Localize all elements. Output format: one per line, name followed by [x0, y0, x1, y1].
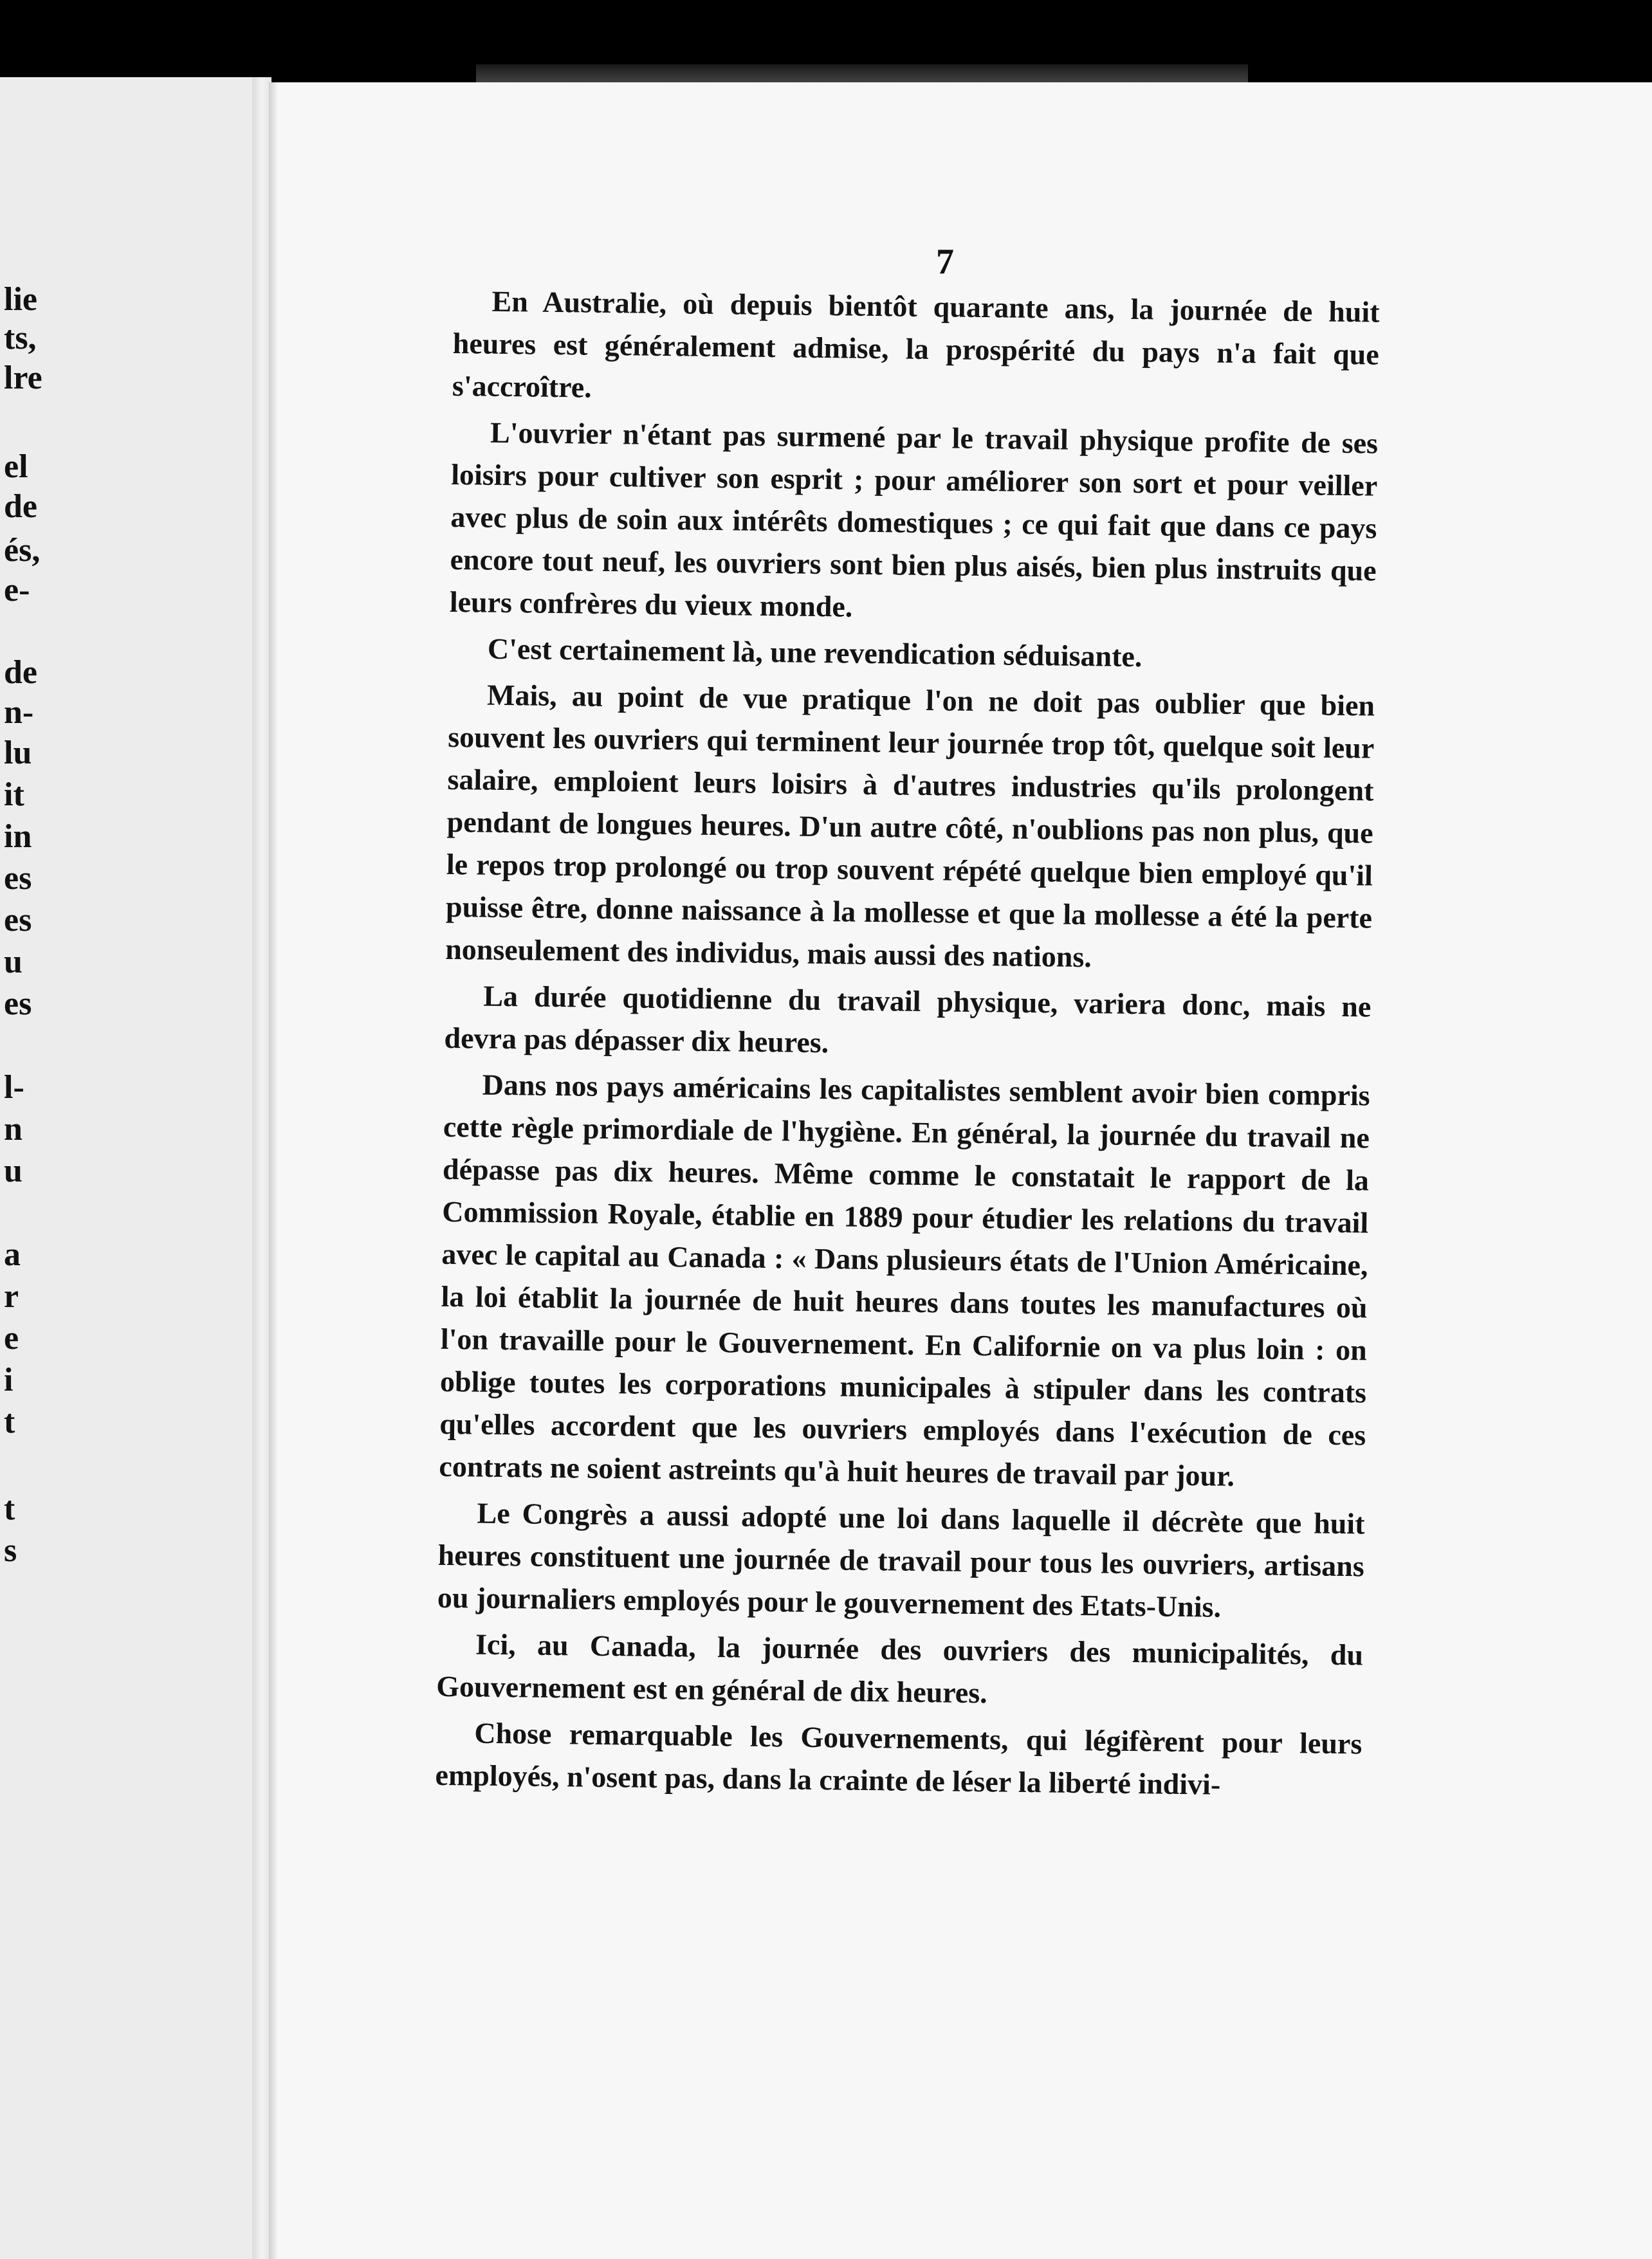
- fragment: es: [4, 860, 32, 897]
- fragment: de: [4, 488, 37, 525]
- fragment: l-: [4, 1069, 24, 1106]
- fragment: r: [4, 1278, 19, 1315]
- fragment: és,: [4, 532, 41, 569]
- fragment: s: [4, 1532, 17, 1569]
- fragment: n: [4, 1111, 23, 1148]
- fragment: t: [4, 1490, 15, 1527]
- fragment: el: [4, 448, 28, 485]
- fragment: e-: [4, 572, 30, 608]
- fragment: it: [4, 776, 24, 813]
- paragraph: Dans nos pays américains les capitalistes semblent avoir bien compris cette règle primordiale de l'hygiène. En général, la journée du travail ne dépasse pas dix heures. Même comme le constatait le rapport de la Commission Royale, établie en 1889 pour étudier les relations du travail avec le capital au Canada : « Dans plusieurs états de l'Union Américaine, la loi établit la journée de huit heures dans toutes les manufactures où l'on travaille pour le Gouvernement. En Californie on va plus loin : on oblige toutes les corporations municipales à stipuler dans les contrats qu'elles accordent que les ouvriers employés dans l'exécution de ces contrats ne soient astreints qu'à huit heures de travail par jour.: [439, 1068, 1370, 1492]
- fragment: lre: [4, 360, 42, 396]
- left-page-fragments: [0, 0, 77, 2259]
- fragment: t: [4, 1404, 15, 1440]
- fragment: lie: [4, 281, 37, 318]
- fragment: in: [4, 818, 32, 855]
- page-number: 7: [936, 242, 954, 282]
- gutter-shadow: [269, 82, 278, 2259]
- fragment: u: [4, 1153, 23, 1189]
- fragment: n-: [4, 694, 34, 731]
- fragment: i: [4, 1362, 14, 1398]
- paragraph: Ici, au Canada, la journée des ouvriers des municipalités, du Gouvernement est en général de dix heures.: [436, 1627, 1364, 1710]
- fragment: lu: [4, 735, 32, 771]
- paragraph: Le Congrès a aussi adopté une loi dans laquelle il décrète que huit heures constituent une journée de travail pour tous les ouvriers, artisans ou journaliers employés pour le gouvernement des Etats-Unis.: [437, 1496, 1365, 1623]
- fragment: de: [4, 654, 37, 691]
- paragraph: Chose remarquable les Gouvernements, qui légifèrent pour leurs employés, n'osent pas, dans la crainte de léser la liberté indivi-: [435, 1716, 1363, 1801]
- paragraph: Mais, au point de vue pratique l'on ne doit pas oublier que bien souvent les ouvriers qui terminent leur journée trop tôt, quelque soit leur salaire, emploient leurs loisirs à d'autres industries qu'ils prolongent pendant de longues heures. D'un autre côté, n'oublions pas non plus, que le repos trop prolongé ou trop souvent répété quelque bien employé qu'il puisse être, donne naissance à la mollesse et que la mollesse a été la perte nonseulement des individus, mais aussi des nations.: [445, 678, 1375, 974]
- paragraph: La durée quotidienne du travail physique, variera donc, mais ne devra pas dépasser dix heures.: [444, 979, 1372, 1059]
- fragment: a: [4, 1236, 21, 1273]
- paragraph: C'est certainement là, une revendication séduisante.: [487, 632, 1143, 673]
- paragraph: En Australie, où depuis bientôt quarante ans, la journée de huit heures est généralement admise, la prospérité du pays n'a fait que s'accroître.: [452, 284, 1380, 404]
- fragment: es: [4, 985, 32, 1022]
- fragment: e: [4, 1320, 19, 1357]
- body-text: [435, 280, 1380, 1811]
- paragraph: L'ouvrier n'étant pas surmené par le travail physique profite de ses loisirs pour cultiver son esprit ; pour améliorer son sort et pour veiller avec plus de soin aux intérêts domestiques ; ce qui fait que dans ce pays encore tout neuf, les ouvriers sont bien plus aisés, bien plus instruits que leurs confrères du vieux monde.: [449, 416, 1379, 623]
- fragment: ts,: [4, 320, 37, 356]
- fragment: es: [4, 902, 32, 938]
- fragment: u: [4, 944, 23, 980]
